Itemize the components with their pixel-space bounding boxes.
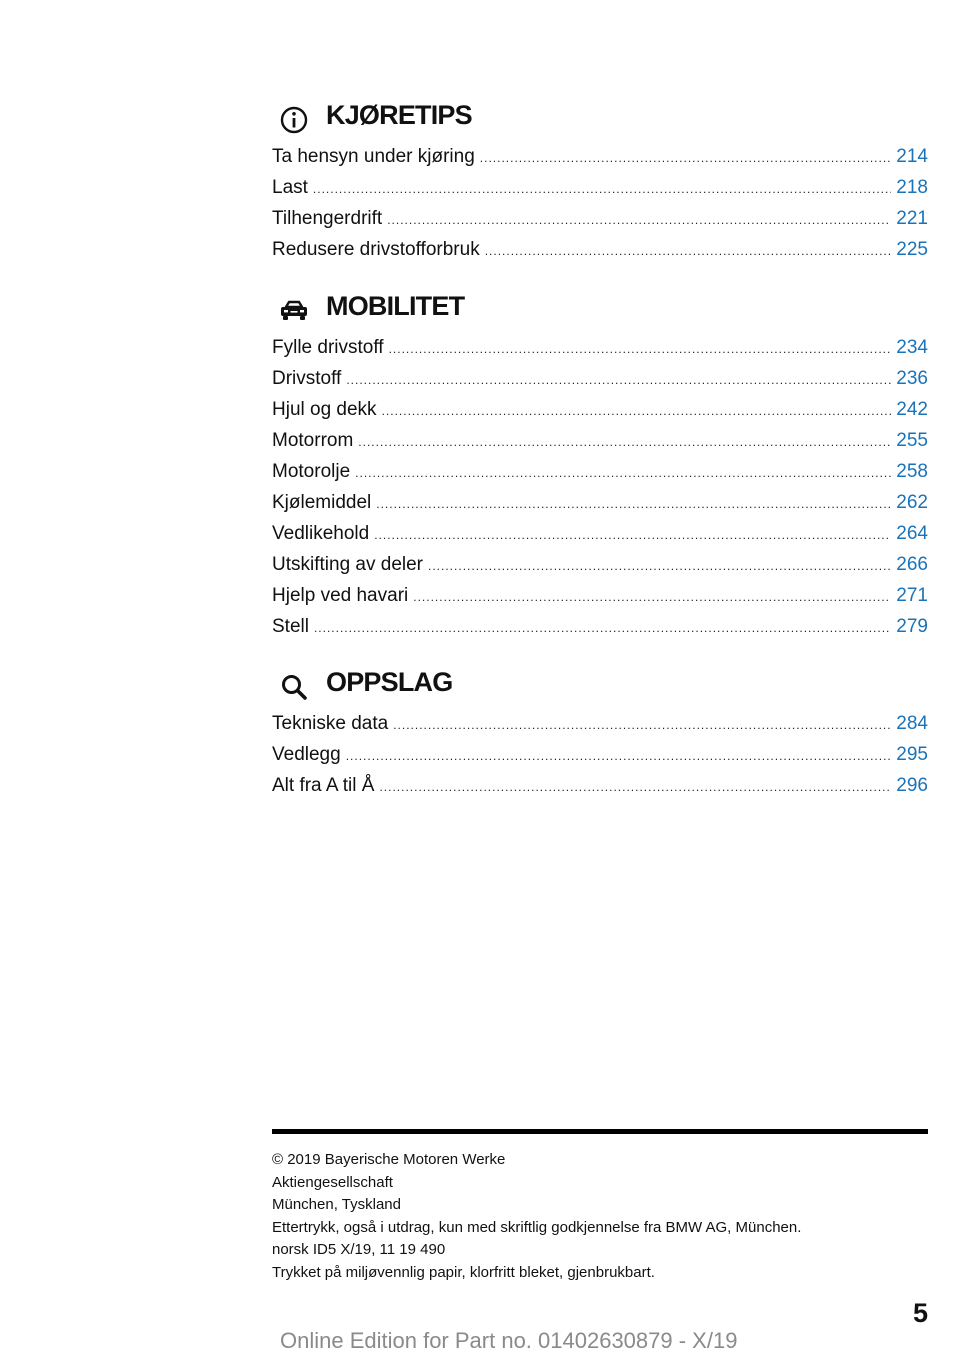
- imprint-line: Aktiengesellschaft: [272, 1173, 393, 1191]
- toc-entry-label: Tilhengerdrift: [272, 208, 383, 229]
- imprint-line: norsk ID5 X/19, 11 19 490: [272, 1241, 446, 1259]
- toc-entry-label: Vedlegg: [272, 744, 341, 765]
- toc-page-link[interactable]: 234: [896, 337, 928, 358]
- section-header: [272, 98, 928, 142]
- toc-list: [272, 708, 928, 801]
- section-mobilitet: [272, 289, 928, 642]
- footer-divider: [272, 1129, 928, 1134]
- toc-entry-label: Fylle drivstoff: [272, 337, 384, 358]
- dot-leader: [355, 458, 891, 489]
- toc-page-link[interactable]: 264: [896, 523, 928, 544]
- toc-entry-label: Tekniske data: [272, 713, 389, 734]
- toc-entry[interactable]: [272, 549, 928, 580]
- search-icon: [278, 671, 310, 703]
- toc-entry[interactable]: [272, 611, 928, 642]
- toc-entry[interactable]: [272, 518, 928, 549]
- dot-leader: [387, 205, 891, 236]
- toc-entry-label: Last: [272, 177, 308, 198]
- section-header: [272, 289, 928, 333]
- dot-leader: [376, 489, 891, 520]
- toc-entry[interactable]: [272, 708, 928, 739]
- toc-page-link[interactable]: 284: [896, 713, 928, 734]
- toc-page-link[interactable]: 295: [896, 744, 928, 765]
- toc-entry[interactable]: [272, 580, 928, 611]
- section-kjoretips: [272, 98, 928, 265]
- toc-page-link[interactable]: 221: [896, 208, 928, 229]
- section-oppslag: [272, 665, 928, 801]
- toc-list: [272, 141, 928, 265]
- toc-page-link[interactable]: 236: [896, 368, 928, 389]
- dot-leader: [428, 551, 891, 582]
- dot-leader: [313, 174, 891, 205]
- imprint-block: [272, 1149, 928, 1285]
- toc-entry[interactable]: [272, 141, 928, 172]
- toc-entry-label: Alt fra A til Å: [272, 775, 375, 796]
- online-edition-watermark: Online Edition for Part no. 01402630879 - X/19: [280, 1328, 738, 1353]
- imprint-line: Ettertrykk, også i utdrag, kun med skriftlig godkjennelse fra BMW AG, München.: [272, 1218, 802, 1236]
- section-header: [272, 665, 928, 709]
- dot-leader: [389, 334, 892, 365]
- toc-entry[interactable]: [272, 234, 928, 265]
- toc-entry-label: Motorolje: [272, 461, 351, 482]
- toc-entry[interactable]: [272, 456, 928, 487]
- toc-entry[interactable]: [272, 770, 928, 801]
- dot-leader: [393, 710, 891, 741]
- imprint-line: Trykket på miljøvennlig papir, klorfritt bleket, gjenbrukbart.: [272, 1263, 655, 1281]
- car-icon: [278, 295, 310, 327]
- toc-page-link[interactable]: 218: [896, 177, 928, 198]
- toc-entry[interactable]: [272, 425, 928, 456]
- imprint-line: © 2019 Bayerische Motoren Werke: [272, 1151, 506, 1168]
- dot-leader: [485, 236, 892, 267]
- toc-entry-label: Motorrom: [272, 430, 354, 451]
- toc-entry-label: Stell: [272, 616, 309, 637]
- toc-entry-label: Redusere drivstofforbruk: [272, 239, 480, 260]
- dot-leader: [413, 582, 891, 613]
- toc-entry-label: Vedlikehold: [272, 523, 370, 544]
- dot-leader: [346, 365, 891, 396]
- toc-entry[interactable]: [272, 363, 928, 394]
- section-title: MOBILITET: [326, 291, 465, 321]
- info-icon: [278, 104, 310, 136]
- toc-page-link[interactable]: 214: [896, 146, 928, 167]
- dot-leader: [358, 427, 891, 458]
- toc-page-link[interactable]: 271: [896, 585, 928, 606]
- toc-entry[interactable]: [272, 172, 928, 203]
- toc-page-link[interactable]: 225: [896, 239, 928, 260]
- toc-entry-label: Drivstoff: [272, 368, 342, 389]
- toc-entry-label: Kjølemiddel: [272, 492, 372, 513]
- toc-list: [272, 332, 928, 642]
- dot-leader: [314, 613, 891, 644]
- section-title: OPPSLAG: [326, 667, 453, 697]
- toc-page-link[interactable]: 258: [896, 461, 928, 482]
- toc-entry-label: Utskifting av deler: [272, 554, 424, 575]
- dot-leader: [382, 396, 892, 427]
- toc-page-link[interactable]: 262: [896, 492, 928, 513]
- toc-entry[interactable]: [272, 394, 928, 425]
- imprint-line: München, Tyskland: [272, 1196, 401, 1214]
- toc-page-link[interactable]: 255: [896, 430, 928, 451]
- section-title: KJØRETIPS: [326, 100, 472, 130]
- dot-leader: [346, 741, 892, 772]
- toc-page-link[interactable]: 296: [896, 775, 928, 796]
- toc-page-link[interactable]: 279: [896, 616, 928, 637]
- dot-leader: [379, 772, 891, 803]
- toc-entry-label: Ta hensyn under kjøring: [272, 146, 475, 167]
- toc-entry[interactable]: [272, 332, 928, 363]
- toc-entry-label: Hjul og dekk: [272, 399, 377, 420]
- toc-entry[interactable]: [272, 487, 928, 518]
- toc-entry[interactable]: [272, 203, 928, 234]
- dot-leader: [480, 143, 892, 174]
- toc-entry-label: Hjelp ved havari: [272, 585, 409, 606]
- toc-page-link[interactable]: 266: [896, 554, 928, 575]
- page-number: 5: [912, 1298, 928, 1328]
- dot-leader: [374, 520, 891, 551]
- toc-page-link[interactable]: 242: [896, 399, 928, 420]
- toc-entry[interactable]: [272, 739, 928, 770]
